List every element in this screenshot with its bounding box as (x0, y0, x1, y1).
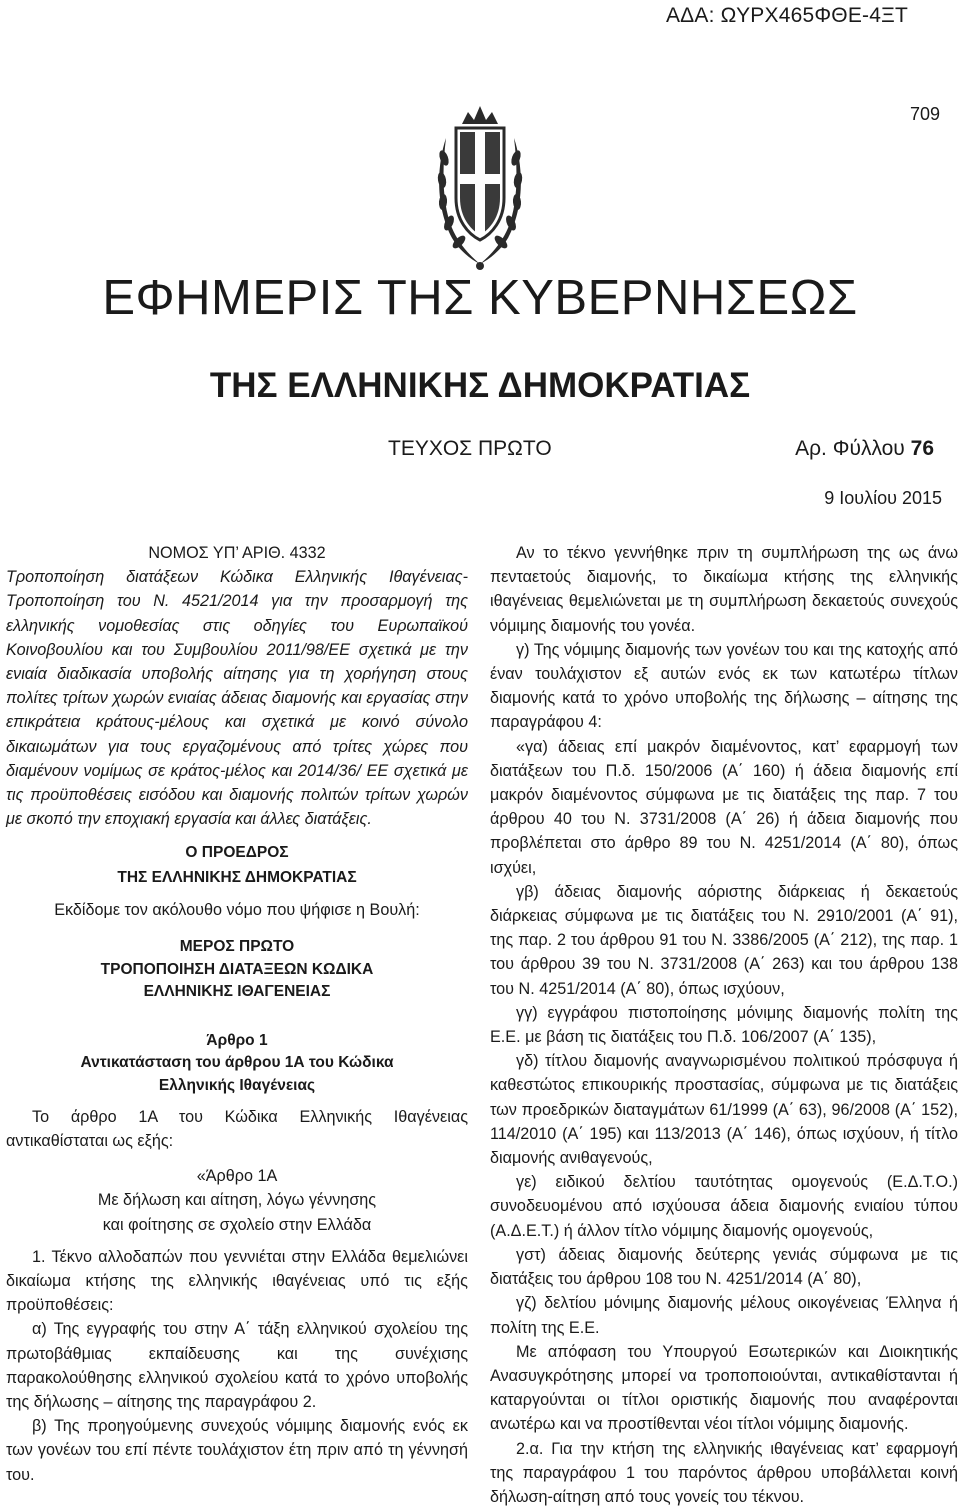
left-column (6, 541, 468, 1487)
right-paragraph-10: Με απόφαση του Υπουργού Εσωτερικών και Διοικητικής Ανασυγκρότησης μπορεί να τροποποιούνται, αντικαθίστανται ή καταργούνται οι τίτλοι οριστικής διαμονής που αναφέρονται ανωτέρω και να προστίθενται νέοι τίτλοι νόμιμης διαμονής. (490, 1342, 958, 1434)
ada-code: ΑΔΑ: ΩΥΡΧ465ΦΘΕ-4ΞΤ (665, 4, 908, 27)
sheet-label: Αρ. Φύλλου (795, 437, 905, 460)
right-paragraph-11: 2.α. Για την κτήση της ελληνικής ιθαγένειας κατ’ εφαρμογή της παραγράφου 1 του παρόντος άρθρου υποβάλλεται κοινή δήλωση-αίτηση από τους γονείς του τέκνου. (490, 1439, 958, 1506)
greek-coat-of-arms-icon (432, 98, 528, 274)
quoted-article-title-1: Με δήλωση και αίτηση, λόγω γέννησης (97, 1191, 377, 1210)
right-paragraph-1: Αν το τέκνο γεννήθηκε πριν τη συμπλήρωση της ως άνω πενταετούς διαμονής, το δικαίωμα κτήσης της ελληνικής ιθαγένειας θεμελιώνεται με τη συμπλήρωση δεκαετούς συνεχούς νόμιμης διαμονής του γονέα. (490, 544, 958, 635)
president-heading-1: Ο ΠΡΟΕΔΡΟΣ (185, 844, 289, 862)
sheet-number-value: 76 (910, 437, 934, 460)
replacement-text: Το άρθρο 1Α του Κώδικα Ελληνικής Ιθαγένειας αντικαθίσταται ως εξής: (6, 1108, 468, 1151)
article-title-2: Ελληνικής Ιθαγένειας (158, 1076, 316, 1094)
right-paragraph-9: γζ) δελτίου μόνιμης διαμονής μέλους οικογένειας Έλληνα ή πολίτη της Ε.Ε. (490, 1294, 958, 1337)
president-heading-2: ΤΗΣ ΕΛΛΗΝΙΚΗΣ ΔΗΜΟΚΡΑΤΙΑΣ (117, 868, 357, 886)
paragraph-1b: β) Της προηγούμενης συνεχούς νόμιμης διαμονής ενός εκ των γονέων του επί πέντε τουλάχιστον έτη πριν από τη γέννησή του. (6, 1417, 468, 1484)
right-paragraph-8: γστ) άδειας διαμονής δεύτερης γενιάς σύμφωνα με τις διατάξεις του άρθρου 108 του Ν. 4251/2014 (Α΄ 80), (490, 1245, 958, 1289)
publication-date: 9 Ιουλίου 2015 (824, 488, 942, 508)
paragraph-1a: α) Της εγγραφής του στην Α΄ τάξη ελληνικού σχολείου της πρωτοβάθμιας εκπαίδευσης και της συνέχισης παρακολούθησης ελληνικού σχολείου κατά το χρόνο υποβολής της δήλωσης – αίτησης της παραγράφου 2. (6, 1320, 468, 1412)
part-heading-1: ΜΕΡΟΣ ΠΡΩΤΟ (179, 938, 295, 956)
paragraph-1: 1. Τέκνο αλλοδαπών που γεννιέται στην Ελλάδα θεμελιώνει δικαίωμα κτήσης της ελληνικής ιθαγένειας υπό τις εξής προϋποθέσεις: (6, 1247, 468, 1315)
right-paragraph-2: γ) Της νόμιμης διαμονής των γονέων του και της κατοχής από έναν τουλάχιστον εξ αυτών ενός εκ των κατωτέρω τίτλων διαμονής κατά το χρόνο υποβολής της δήλωσης – αίτησης της παραγράφου 4: (490, 640, 958, 732)
part-heading-3: ΕΛΛΗΝΙΚΗΣ ΙΘΑΓΕΝΕΙΑΣ (143, 983, 331, 1001)
gazette-subtitle: ΤΗΣ ΕΛΛΗΝΙΚΗΣ ΔΗΜΟΚΡΑΤΙΑΣ (209, 366, 751, 405)
right-column (490, 541, 958, 1509)
page-number: 709 (909, 104, 940, 124)
right-paragraph-5: γγ) εγγράφου πιστοποίησης μόνιμης διαμονής πολίτη της Ε.Ε. με βάση τις διατάξεις του Π.δ. 106/2007 (Α΄ 135), (490, 1003, 958, 1047)
part-heading-2: ΤΡΟΠΟΠΟΙΗΣΗ ΔΙΑΤΑΞΕΩΝ ΚΩΔΙΚΑ (100, 960, 374, 978)
right-paragraph-7: γε) ειδικού δελτίου ταυτότητας ομογενούς (Ε.Δ.Τ.Ο.) συνοδευομένου από ισχύουσα άδεια διαμονής ενιαίου τύπου (Α.Δ.Ε.Τ.) ή άλλον τίτλο νόμιμης διαμονής ομογενούς, (490, 1173, 958, 1240)
article-title-1: Αντικατάσταση του άρθρου 1Α του Κώδικα (80, 1054, 394, 1072)
right-paragraph-4: γβ) άδειας διαμονής αόριστης διάρκειας ή δεκαετούς διάρκειας σύμφωνα με τις διατάξεις του Ν. 2910/2001 (Α΄ 91), της παρ. 2 του άρθρου 91 του Ν. 3386/2005 (Α΄ 212), της παρ. 1 του άρθρου 39 του Ν. 3731/2008 (Α΄ 263) και του άρθρου 138 του Ν. 4251/2014 (Α΄ 80), όπως ισχύουν, (490, 882, 958, 998)
right-paragraph-3: «γα) άδειας επί μακρόν διαμένοντος, κατ’ εφαρμογή των διατάξεων του Π.δ. 150/2006 (Α΄ 160) ή άδεια διαμονής επί μακρόν διαμένοντος σύμφωνα με τις διατάξεις της παρ. 7 του άρθρου 40 του Ν. 3731/2008 (Α΄ 26) ή άδεια διαμονής που προβλέπεται στο άρθρο 89 του Ν. 4251/2014 (Α΄ 80), όπως ισχύει, (490, 737, 958, 877)
law-title: Τροποποίηση διατάξεων Κώδικα Ελληνικής Ιθαγένειας- Τροποποίηση του Ν. 4521/2014 για την προσαρμογή της ελληνικής νομοθεσίας στις οδηγίες του Ευρωπαϊκού Κοινοβουλίου και του Συμβουλίου 2011/98/ΕΕ σχετικά με την ενιαία διαδικασία υποβολής αίτησης για τη χορήγηση στους πολίτες τρίτων χωρών ενιαίας άδειας διαμονής και εργασίας στην επικράτεια κράτους-μέλους και σχετικά με κοινό σύνολο δικαιωμάτων για τους εργαζομένους από τρίτες χώρες που διαμένουν νομίμως σε κράτος-μέλος και 2014/36/ ΕΕ σχετικά με τις προϋποθέσεις εισόδου και διαμονής πολιτών τρίτων χωρών με σκοπό την εποχιακή εργασία και άλλες διατάξεις. (6, 568, 468, 829)
gazette-title: ΕΦΗΜΕΡΙΣ ΤΗΣ ΚΥΒΕΡΝΗΣΕΩΣ (102, 271, 858, 325)
right-paragraph-6: γδ) τίτλου διαμονής αναγνωρισμένου πολιτικού πρόσφυγα ή καθεστώτος επικουρικής προστασίας, σύμφωνα με τις διατάξεις των προεδρικών διαταγμάτων 61/1999 (Α΄ 63), 96/2008 (Α΄ 152), 114/2010 (Α΄ 195) και 113/2013 (Α΄ 146), όπως ισχύουν, ή τίτλο διαμονής ανιθαγενούς, (490, 1052, 958, 1168)
issue-type: ΤΕΥΧΟΣ ΠΡΩΤΟ (388, 437, 552, 460)
quoted-article-title-2: και φοίτησης σε σχολείο στην Ελλάδα (102, 1215, 372, 1234)
article-heading: Άρθρο 1 (206, 1031, 268, 1049)
law-number: ΝΟΜΟΣ ΥΠ’ ΑΡΙΘ. 4332 (148, 544, 326, 562)
quoted-article-heading: «Άρθρο 1Α (196, 1167, 278, 1186)
sheet-number (795, 437, 934, 461)
issuance-statement: Εκδίδομε τον ακόλουθο νόμο που ψήφισε η Βουλή: (54, 900, 420, 919)
